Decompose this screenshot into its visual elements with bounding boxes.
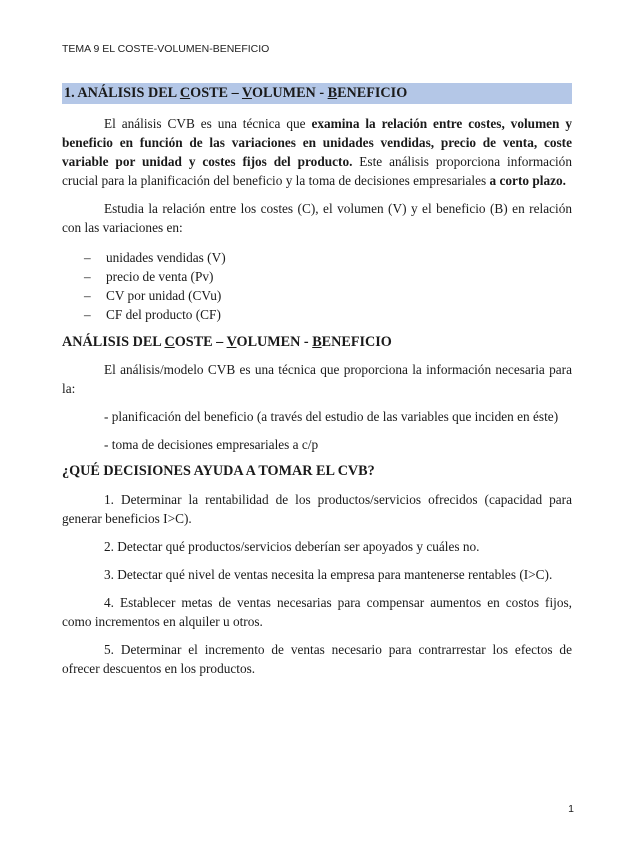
section-2-title xyxy=(62,333,572,352)
text-run: Este análisis proporciona información crucial para la planificación del beneficio y la toma de decisiones empresariales xyxy=(62,154,572,188)
dash-marker: – xyxy=(84,250,91,265)
title-part: OLUMEN - xyxy=(251,85,328,101)
document-body xyxy=(62,83,572,678)
section-3-title: ¿QUÉ DECISIONES AYUDA A TOMAR EL CVB? xyxy=(62,463,375,479)
section-1-title xyxy=(62,83,572,104)
variables-list xyxy=(62,248,572,324)
intro-paragraph xyxy=(62,114,572,190)
decision-item: 4. Establecer metas de ventas necesarias para compensar aumentos en costos fijos, como incrementos en alquiler u otros. xyxy=(62,595,572,629)
study-paragraph: Estudia la relación entre los costes (C), el volumen (V) y el beneficio (B) en relación con las variaciones en: xyxy=(62,201,572,235)
title-part: C xyxy=(179,85,191,101)
title-part: V xyxy=(226,334,237,350)
list-item-text: precio de venta (Pv) xyxy=(106,269,214,284)
title-part: ANÁLISIS DEL xyxy=(62,334,165,350)
running-header: TEMA 9 EL COSTE-VOLUMEN-BENEFICIO xyxy=(62,43,270,55)
title-part: B xyxy=(327,85,338,101)
title-part: V xyxy=(241,85,252,101)
decision-item: 1. Determinar la rentabilidad de los productos/servicios ofrecidos (capacidad para generar beneficios I>C). xyxy=(62,492,572,526)
list-item xyxy=(62,286,572,305)
list-item-text: CV por unidad (CVu) xyxy=(106,288,222,303)
page-number: 1 xyxy=(568,803,574,815)
bold-run: examina la relación entre costes, volumen y beneficio en función de las variaciones en unidades vendidas, precio de venta, coste variable por unidad y costes fijos del producto. xyxy=(62,116,572,169)
dash-marker: – xyxy=(84,288,91,303)
decision-item: 3. Detectar qué nivel de ventas necesita la empresa para mantenerse rentables (I>C). xyxy=(104,567,553,582)
title-part: ENEFICIO xyxy=(321,334,392,350)
list-item-text: unidades vendidas (V) xyxy=(106,250,226,265)
planning-paragraph: - planificación del beneficio (a través del estudio de las variables que inciden en éste) xyxy=(104,409,559,424)
text-run: El análisis CVB es una técnica que xyxy=(104,116,312,131)
title-part: C xyxy=(164,334,175,350)
decision-item: 2. Detectar qué productos/servicios deberían ser apoyados y cuáles no. xyxy=(104,539,480,554)
decisions-paragraph: - toma de decisiones empresariales a c/p xyxy=(104,437,319,452)
decision-item: 5. Determinar el incremento de ventas necesario para contrarrestar los efectos de ofrecer descuentos en los productos. xyxy=(62,642,572,676)
list-item xyxy=(62,248,572,267)
list-item xyxy=(62,267,572,286)
title-part: ENEFICIO xyxy=(337,85,408,101)
bold-run: a corto plazo. xyxy=(489,173,566,188)
title-part: B xyxy=(312,334,322,350)
title-part: OSTE – xyxy=(174,334,227,350)
dash-marker: – xyxy=(84,269,91,284)
model-paragraph: El análisis/modelo CVB es una técnica que proporciona la información necesaria para la: xyxy=(62,362,572,396)
title-part: 1. ANÁLISIS DEL xyxy=(64,85,180,101)
title-part: OSTE – xyxy=(190,85,242,101)
list-item-text: CF del producto (CF) xyxy=(106,307,221,322)
title-part: OLUMEN - xyxy=(236,334,313,350)
dash-marker: – xyxy=(84,307,91,322)
list-item xyxy=(62,305,572,324)
